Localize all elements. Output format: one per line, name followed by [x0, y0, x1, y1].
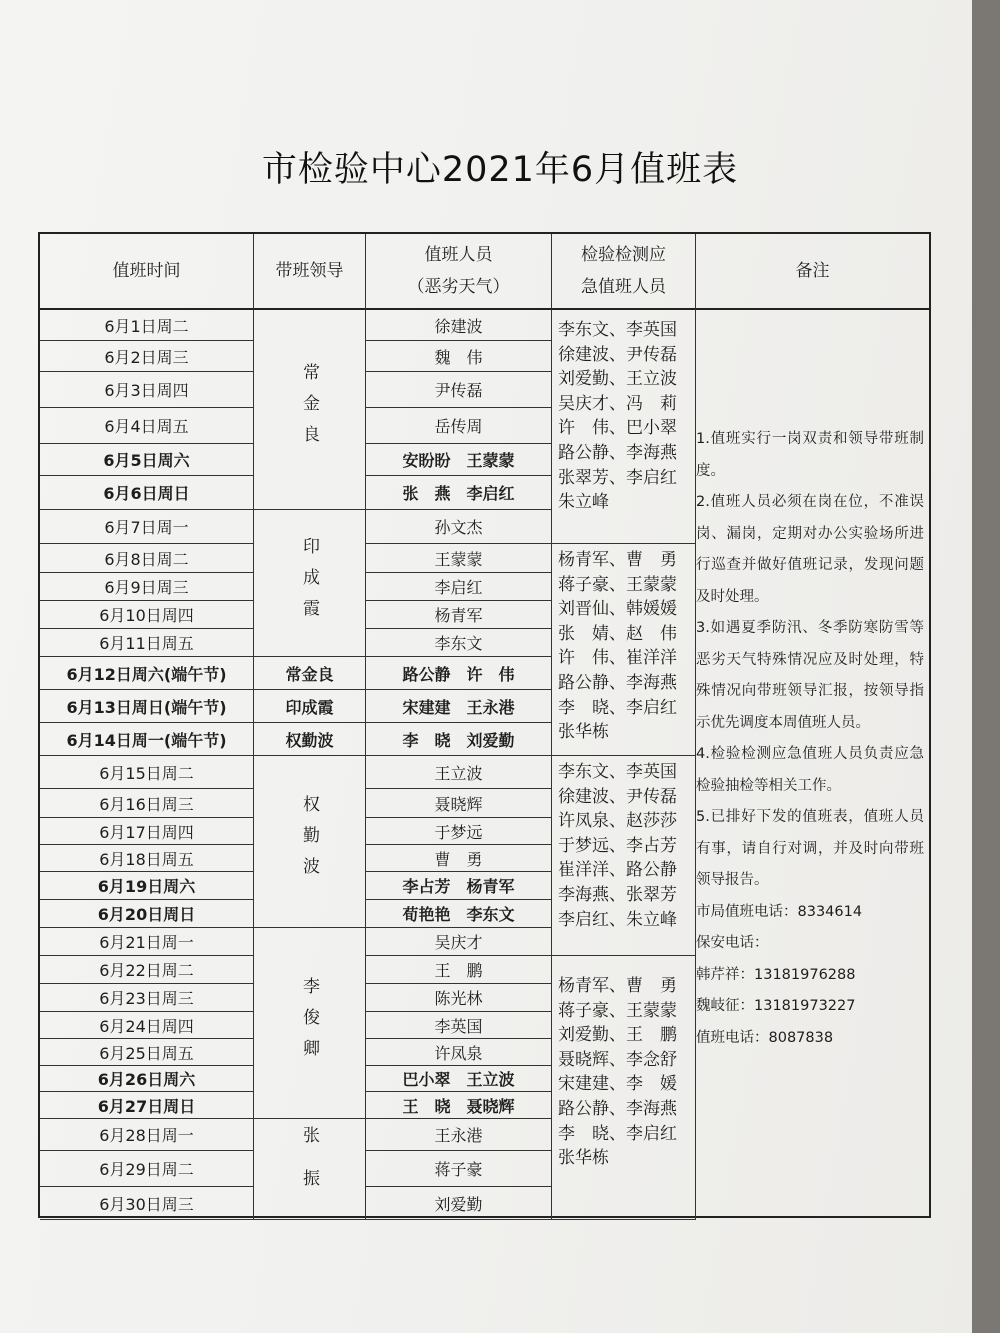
emergency-staff-line: 张华栋: [558, 722, 609, 743]
leader-cell: 常金良: [254, 657, 366, 690]
staff-cell: 李 晓 刘爱勤: [366, 723, 552, 756]
emergency-staff-list: [552, 760, 677, 932]
leader-group-cell: [254, 1119, 366, 1220]
date-cell: 6月16日周三: [40, 789, 254, 818]
page-title: 市检验中心2021年6月值班表: [261, 150, 739, 190]
staff-cell: 于梦远: [366, 818, 552, 845]
remarks-notes: [696, 424, 924, 1054]
contact-line: 市局值班电话：8334614: [696, 903, 863, 920]
staff-cell: 宋建建 王永港: [366, 690, 552, 723]
date-cell: 6月24日周四: [40, 1012, 254, 1039]
header-emergency: [552, 234, 696, 310]
staff-cell: 蒋子豪: [366, 1151, 552, 1187]
emergency-staff-line: 于梦远、李占芳: [558, 835, 677, 856]
date-cell: 6月20日周日: [40, 900, 254, 928]
remark-item: 4.检验检测应急值班人员负责应急检验抽检等相关工作。: [696, 746, 924, 794]
emergency-staff-line: 许 伟、巴小翠: [558, 418, 677, 439]
staff-cell: 许凤泉: [366, 1039, 552, 1066]
emergency-staff-line: 杨青军、曹 勇: [558, 976, 677, 996]
remark-item: 5.已排好下发的值班表，值班人员有事，请自行对调，并及时向带班领导报告。: [696, 809, 924, 888]
staff-cell: 徐建波: [366, 310, 552, 341]
emergency-staff-line: 李 晓、李启红: [558, 697, 677, 718]
emergency-staff-line: 徐建波、尹传磊: [558, 344, 677, 365]
emergency-staff-list: [552, 548, 677, 745]
emergency-staff-line: 张 婧、赵 伟: [558, 623, 677, 644]
staff-cell: 李启红: [366, 573, 552, 601]
header-staff-line2: （恶劣天气）: [407, 277, 510, 297]
emergency-staff-line: 蒋子豪、王蒙蒙: [558, 1000, 677, 1021]
header-time: 值班时间: [40, 234, 254, 310]
emergency-staff-line: 路公静、李海燕: [558, 442, 677, 463]
leader-cell: 印成霞: [254, 690, 366, 723]
emergency-staff-line: 许凤泉、赵莎莎: [558, 811, 677, 832]
staff-cell: 安盼盼 王蒙蒙: [366, 444, 552, 476]
emergency-staff-line: 路公静、李海燕: [558, 672, 677, 693]
staff-cell: 魏 伟: [366, 341, 552, 372]
staff-cell: 吴庆才: [366, 928, 552, 956]
remark-item: 2.值班人员必须在岗在位，不准误岗、漏岗，定期对办公实验场所进行巡查并做好值班记录，发现问题及时处理。: [696, 494, 924, 605]
date-cell: 6月26日周六: [40, 1066, 254, 1092]
staff-cell: 聂晓辉: [366, 789, 552, 818]
staff-cell: 李英国: [366, 1012, 552, 1039]
date-cell: 6月4日周五: [40, 408, 254, 444]
emergency-staff-line: 张华栋: [558, 1148, 609, 1169]
date-cell: 6月27日周日: [40, 1092, 254, 1119]
remark-item: 1.值班实行一岗双责和领导带班制度。: [696, 431, 924, 479]
header-emergency-line1: 检验检测应: [581, 245, 666, 265]
leader-name: 常金良: [299, 363, 319, 456]
staff-cell: 王 晓 聂晓辉: [366, 1092, 552, 1119]
date-cell: 6月14日周一(端午节): [40, 723, 254, 756]
staff-cell: 尹传磊: [366, 372, 552, 408]
date-cell: 6月18日周五: [40, 845, 254, 872]
staff-cell: 王立波: [366, 756, 552, 789]
date-cell: 6月13日周日(端午节): [40, 690, 254, 723]
header-staff: [366, 234, 552, 310]
header-staff-line1: 值班人员: [424, 245, 493, 265]
leader-name: 权勤波: [299, 795, 319, 888]
date-cell: 6月29日周二: [40, 1151, 254, 1187]
staff-cell: 路公静 许 伟: [366, 657, 552, 690]
date-cell: 6月15日周二: [40, 756, 254, 789]
emergency-staff-line: 张翠芳、李启红: [558, 467, 677, 488]
header-emergency-line2: 急值班人员: [581, 277, 666, 297]
contact-line: 值班电话：8087838: [696, 1029, 834, 1046]
date-cell: 6月28日周一: [40, 1119, 254, 1151]
date-cell: 6月6日周日: [40, 476, 254, 510]
leader-name: 印成霞: [299, 536, 319, 630]
emergency-staff-line: 吴庆才、冯 莉: [558, 393, 677, 414]
emergency-staff-line: 李海燕、张翠芳: [558, 884, 677, 905]
contact-line: 保安电话：: [696, 935, 769, 951]
staff-cell: 王蒙蒙: [366, 544, 552, 573]
emergency-staff-line: 李 晓、李启红: [558, 1123, 677, 1144]
date-cell: 6月2日周三: [40, 341, 254, 372]
emergency-staff-line: 刘晋仙、韩媛媛: [558, 599, 677, 620]
emergency-staff-list: [552, 318, 677, 515]
emergency-staff-line: 蒋子豪、王蒙蒙: [558, 574, 677, 595]
emergency-staff-line: 李东文、李英国: [558, 320, 677, 340]
date-cell: 6月17日周四: [40, 818, 254, 845]
emergency-staff-line: 宋建建、李 媛: [558, 1074, 677, 1095]
date-cell: 6月5日周六: [40, 444, 254, 476]
date-cell: 6月23日周三: [40, 984, 254, 1012]
leader-group-cell: [254, 510, 366, 657]
date-cell: 6月3日周四: [40, 372, 254, 408]
emergency-staff-line: 杨青军、曹 勇: [558, 550, 677, 570]
staff-cell: 陈光林: [366, 984, 552, 1012]
duty-roster-table: [38, 232, 931, 1218]
emergency-staff-line: 刘爱勤、王立波: [558, 369, 677, 390]
date-cell: 6月25日周五: [40, 1039, 254, 1066]
leader-cell: 权勤波: [254, 723, 366, 756]
date-cell: 6月8日周二: [40, 544, 254, 573]
staff-cell: 巴小翠 王立波: [366, 1066, 552, 1092]
contact-line: 韩芹祥：13181976288: [696, 966, 856, 983]
emergency-staff-line: 崔洋洋、路公静: [558, 860, 677, 881]
remark-item: 3.如遇夏季防汛、冬季防寒防雪等恶劣天气特殊情况应及时处理，特殊情况向带班领导汇报，按领导指示优先调度本周值班人员。: [696, 620, 924, 731]
emergency-staff-line: 聂晓辉、李念舒: [558, 1049, 677, 1070]
staff-cell: 岳传周: [366, 408, 552, 444]
date-cell: 6月1日周二: [40, 310, 254, 341]
header-remarks: 备注: [696, 234, 929, 310]
date-cell: 6月22日周二: [40, 956, 254, 984]
date-cell: 6月21日周一: [40, 928, 254, 956]
date-cell: 6月10日周四: [40, 601, 254, 629]
emergency-staff-line: 路公静、李海燕: [558, 1098, 677, 1119]
emergency-staff-list: [552, 974, 677, 1171]
staff-cell: 孙文杰: [366, 510, 552, 544]
date-cell: 6月9日周三: [40, 573, 254, 601]
staff-cell: 荀艳艳 李东文: [366, 900, 552, 928]
leader-name: 李俊卿: [299, 976, 319, 1070]
staff-cell: 王 鹏: [366, 956, 552, 984]
emergency-staff-line: 李东文、李英国: [558, 762, 677, 782]
emergency-staff-line: 李启红、朱立峰: [558, 909, 677, 930]
date-cell: 6月7日周一: [40, 510, 254, 544]
date-cell: 6月12日周六(端午节): [40, 657, 254, 690]
staff-cell: 张 燕 李启红: [366, 476, 552, 510]
staff-cell: 杨青军: [366, 601, 552, 629]
staff-cell: 李占芳 杨青军: [366, 872, 552, 900]
leader-name: 张振: [299, 1126, 319, 1212]
date-cell: 6月11日周五: [40, 629, 254, 657]
staff-cell: 曹 勇: [366, 845, 552, 872]
leader-group-cell: [254, 928, 366, 1119]
staff-cell: 刘爱勤: [366, 1187, 552, 1220]
header-leader: 带班领导: [254, 234, 366, 310]
date-cell: 6月19日周六: [40, 872, 254, 900]
leader-group-cell: [254, 310, 366, 510]
staff-cell: 王永港: [366, 1119, 552, 1151]
emergency-staff-line: 朱立峰: [558, 492, 609, 513]
staff-cell: 李东文: [366, 629, 552, 657]
contact-line: 魏岐征：13181973227: [696, 998, 856, 1014]
emergency-staff-line: 徐建波、尹传磊: [558, 786, 677, 807]
emergency-staff-line: 刘爱勤、王 鹏: [558, 1025, 677, 1046]
date-cell: 6月30日周三: [40, 1187, 254, 1220]
emergency-staff-line: 许 伟、崔洋洋: [558, 648, 677, 669]
leader-group-cell: [254, 756, 366, 928]
